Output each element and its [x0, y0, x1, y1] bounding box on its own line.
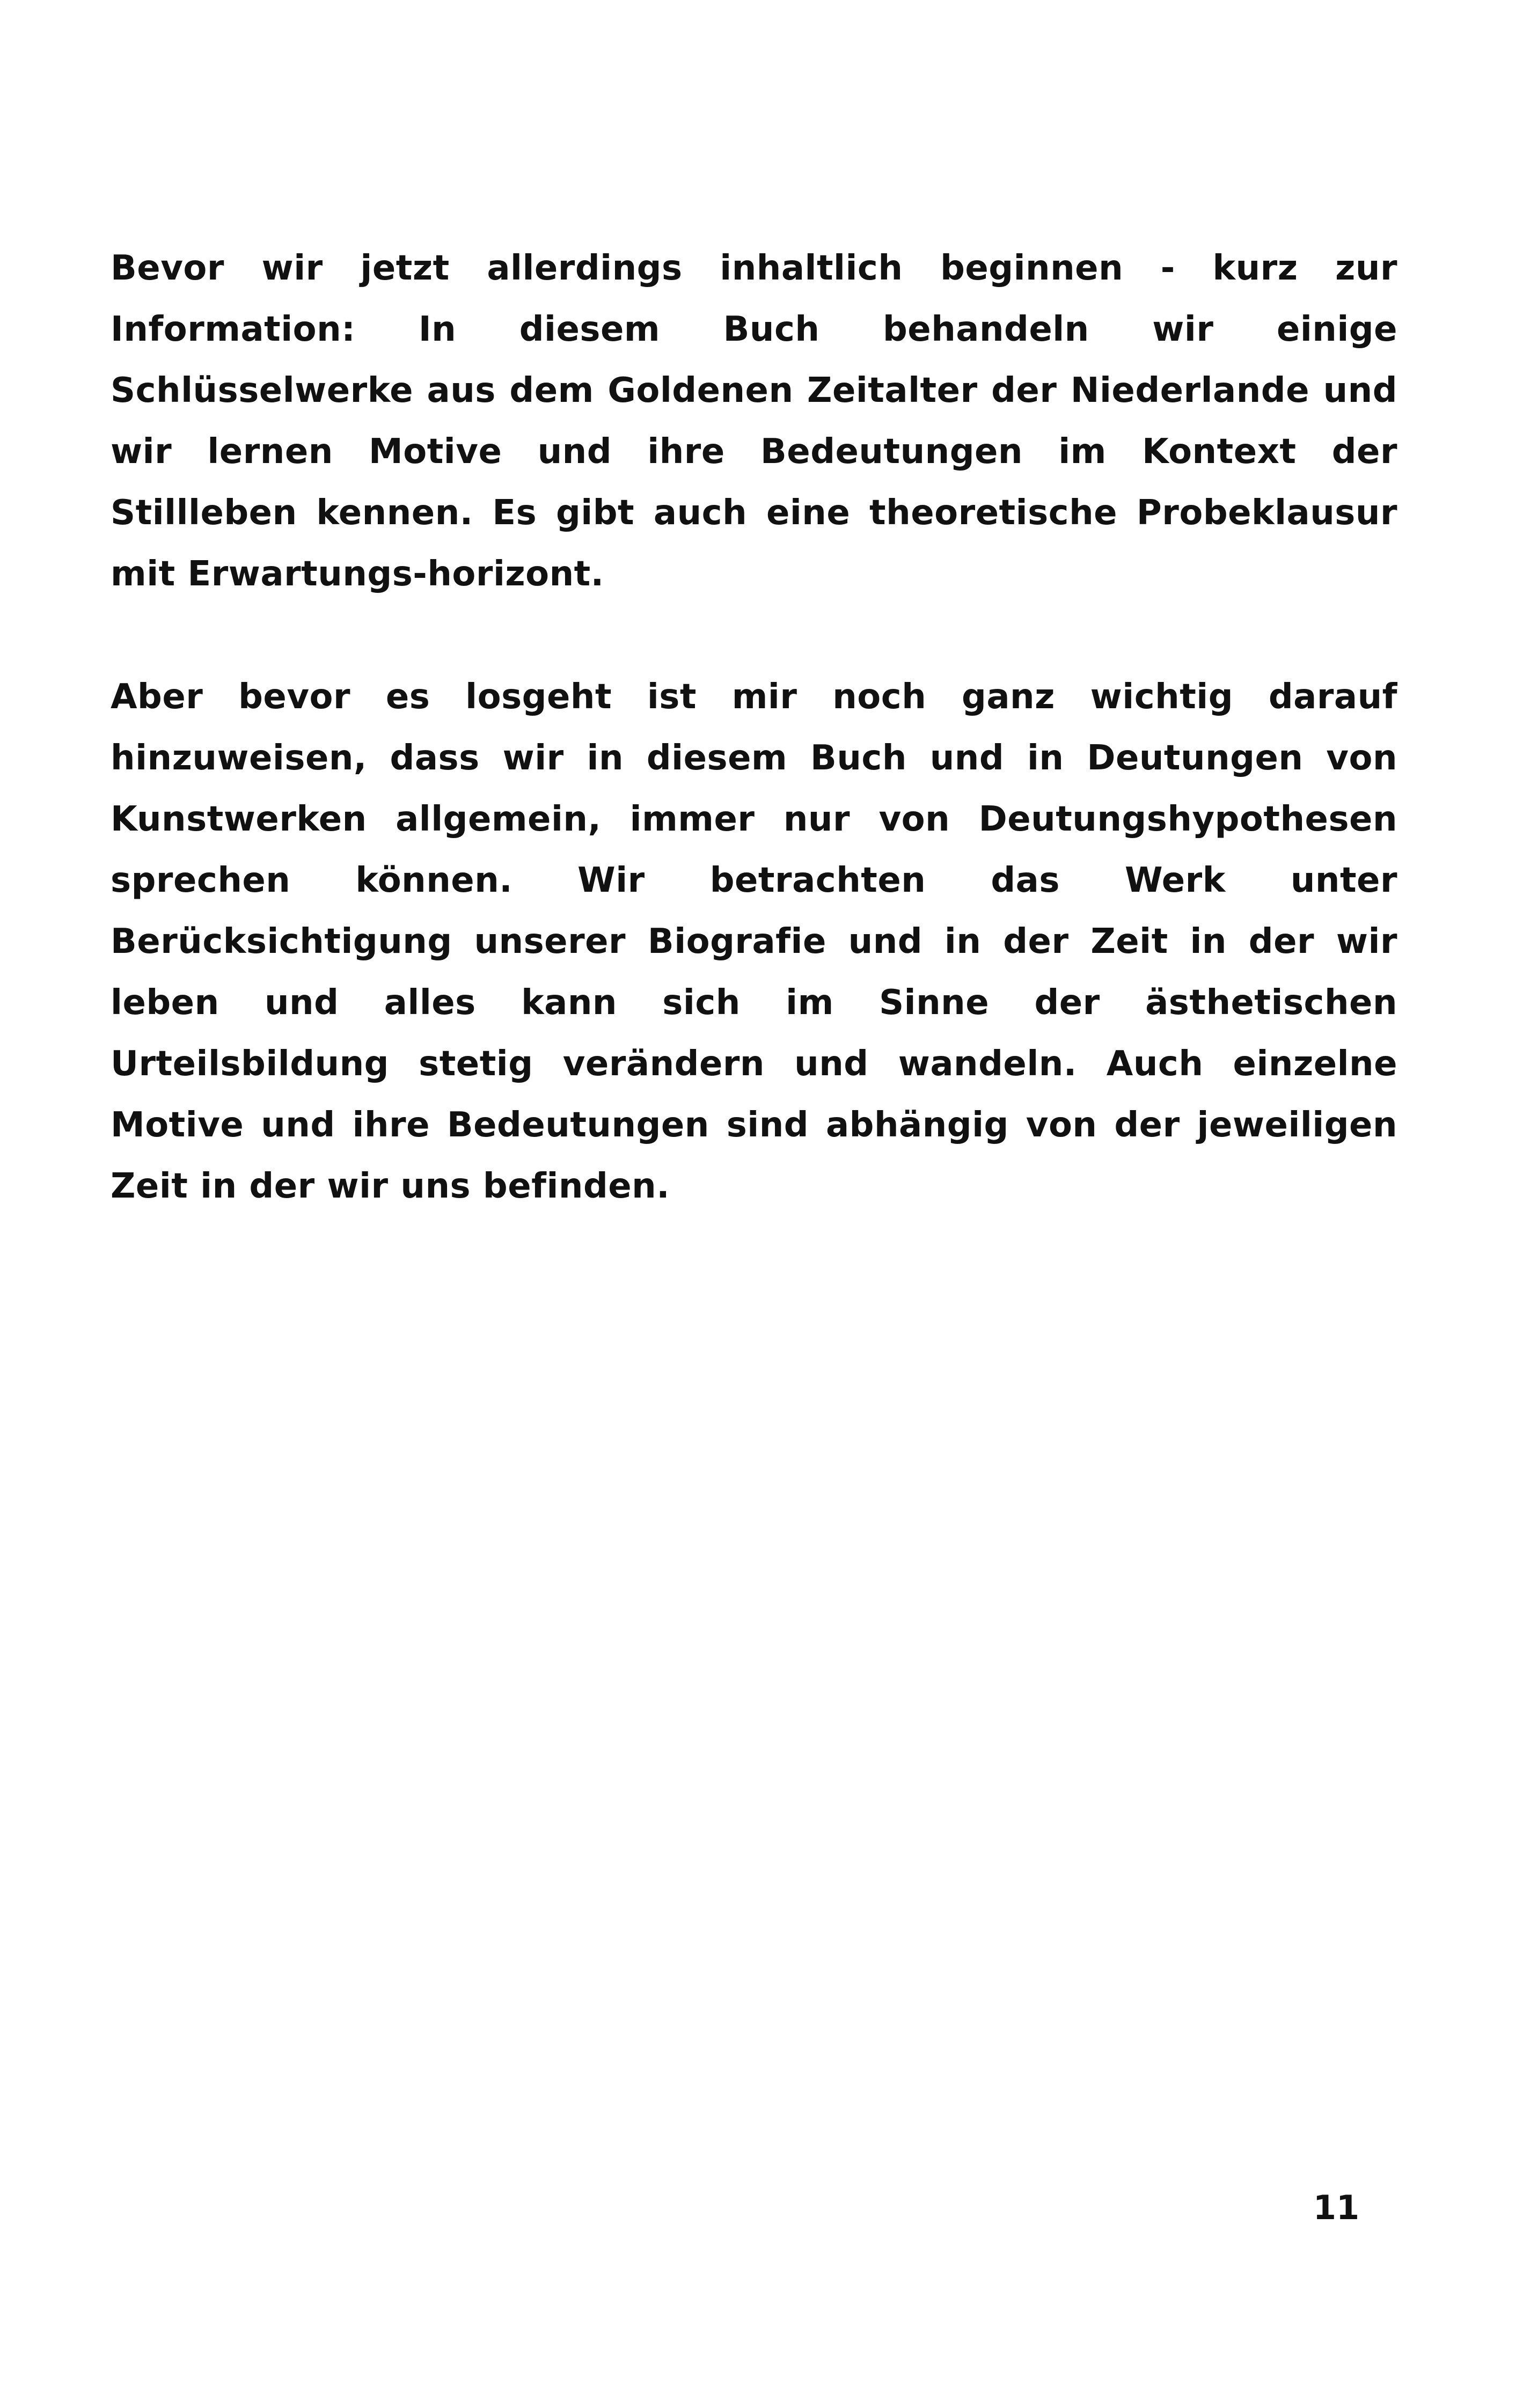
- paragraph-introduction: Bevor wir jetzt allerdings inhaltlich beginnen - kurz zur Information: In diesem Buch behandeln wir einige Schlüsselwerke aus dem Goldenen Zeitalter der Niederlande und wir lernen Motive und ihre Bedeutungen im Kontext der Stillleben kennen. Es gibt auch eine theoretische Probeklausur mit Erwartungs-horizont.: [111, 248, 1397, 594]
- page-number: 11: [1313, 2188, 1360, 2227]
- paragraph-interpretation-note: Aber bevor es losgeht ist mir noch ganz wichtig darauf hinzuweisen, dass wir in diesem Buch und in Deutungen von Kunstwerken allgemein, immer nur von Deutungshypothesen sprechen können. Wir betrachten das Werk unter Berücksichtigung unserer Biografie und in der Zeit in der wir leben und alles kann sich im Sinne der ästhetischen Urteilsbildung stetig verändern und wandeln. Auch einzelne Motive und ihre Bedeutungen sind abhängig von der jeweiligen Zeit in der wir uns befinden.: [111, 677, 1397, 1206]
